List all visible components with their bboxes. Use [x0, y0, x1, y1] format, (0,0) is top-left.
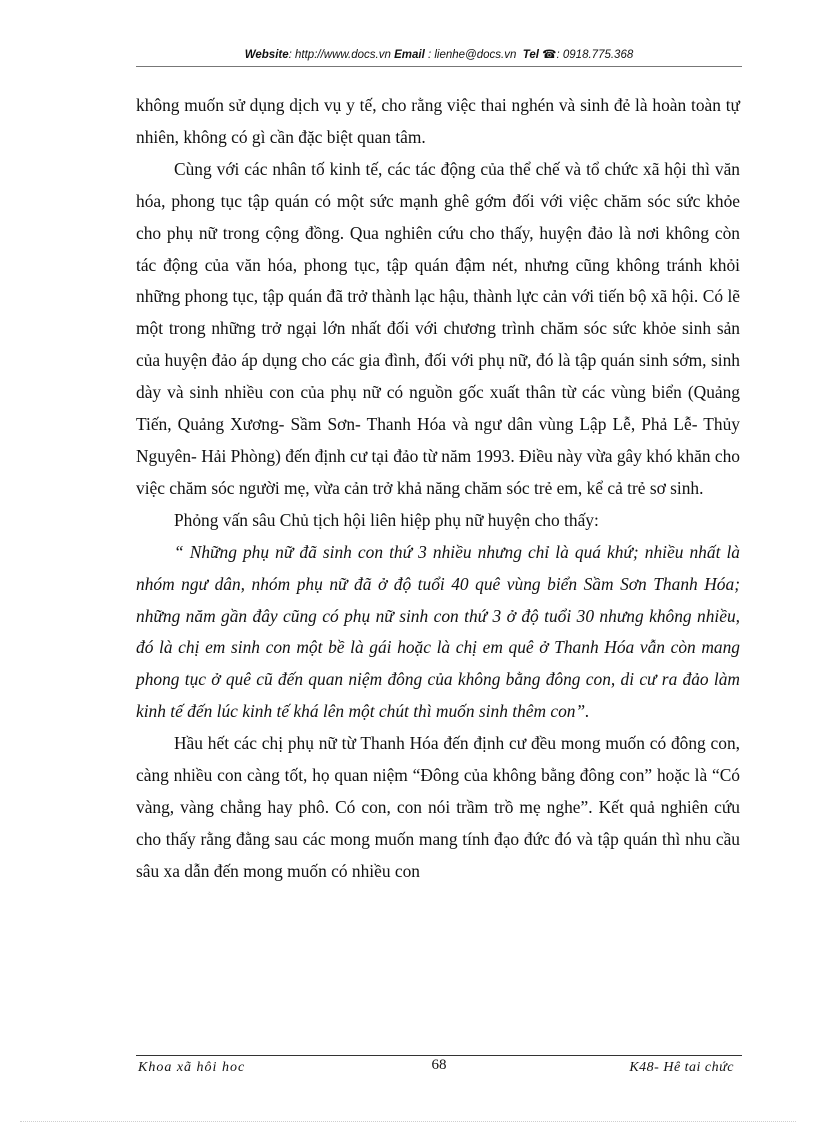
telephone-icon: ☎: [542, 49, 557, 61]
footer-divider: [136, 1055, 742, 1056]
document-body: [136, 90, 740, 888]
footer-class: K48- Hê tai chức: [629, 1060, 734, 1075]
website-label: Website: [244, 49, 289, 61]
page-bottom-border: [20, 1121, 796, 1122]
tel-value: : 0918.775.368: [556, 49, 634, 61]
tel-label: Tel: [522, 49, 539, 61]
page-header: [136, 47, 742, 61]
website-value[interactable]: : http://www.docs.vn: [288, 49, 391, 61]
header-divider: [136, 66, 742, 67]
interview-quote: “ Những phụ nữ đã sinh con thứ 3 nhiều nhưng chỉ là quá khứ; nhiều nhất là nhóm ngư dân, nhóm phụ nữ đã ở độ tuổi 40 quê vùng biển Sầm Sơn Thanh Hóa; những năm gần đây cũng có phụ nữ sinh con thứ 3 ở độ tuổi 30 nhưng không nhiều, đó là chị em sinh con một bề là gái hoặc là chị em quê ở Thanh Hóa vẫn còn mang phong tục ở quê cũ đến quan niệm đông của không bằng đông con, di cư ra đảo làm kinh tế đến lúc kinh tế khá lên một chút thì muốn sinh thêm con”.: [136, 541, 740, 722]
paragraph-continuation: không muốn sử dụng dịch vụ y tế, cho rằng việc thai nghén và sinh đẻ là hoàn toàn tự nhiên, không có gì cần đặc biệt quan tâm.: [136, 95, 740, 147]
page-footer: [136, 1057, 742, 1080]
page-number: 68: [431, 1057, 447, 1073]
paragraph-conclusion: Hầu hết các chị phụ nữ từ Thanh Hóa đến định cư đều mong muốn có đông con, càng nhiều con càng tốt, họ quan niệm “Đông của không bằng đông con” hoặc là “Có vàng, vàng chẳng hay phô. Có con, con nói trầm trồ mẹ nghe”. Kết quả nghiên cứu cho thấy rằng đằng sau các mong muốn mang tính đạo đức đó và tập quán thì nhu cầu sâu xa dẫn đến mong muốn có nhiều con: [136, 733, 740, 881]
footer-department: Khoa xã hôi hoc: [138, 1060, 246, 1075]
paragraph-culture: Cùng với các nhân tố kinh tế, các tác động của thể chế và tổ chức xã hội thì văn hóa, phong tục tập quán có một sức mạnh ghê gớm đối với việc chăm sóc sức khỏe cho phụ nữ trong cộng đồng. Qua nghiên cứu cho thấy, huyện đảo là nơi không còn tác động của văn hóa, phong tục, tập quán đậm nét, nhưng cũng không tránh khỏi những phong tục, tập quán đã trở thành lạc hậu, thành lực cản với tiến bộ xã hội. Có lẽ một trong những trở ngại lớn nhất đối với chương trình chăm sóc sức khỏe sinh sản của huyện đảo áp dụng cho các gia đình, đối với phụ nữ, đó là tập quán sinh sớm, sinh dày và sinh nhiều con của phụ nữ có nguồn gốc xuất thân từ các vùng biển (Quảng Tiến, Quảng Xương- Sầm Sơn- Thanh Hóa và ngư dân vùng Lập Lễ, Phả Lễ- Thủy Nguyên- Hải Phòng) đến định cư tại đảo từ năm 1993. Điều này vừa gây khó khăn cho việc chăm sóc người mẹ, vừa cản trở khả năng chăm sóc trẻ em, kể cả trẻ sơ sinh.: [136, 158, 740, 498]
email-label: Email: [394, 49, 425, 61]
paragraph-interview-intro: Phỏng vấn sâu Chủ tịch hội liên hiệp phụ nữ huyện cho thấy:: [174, 509, 599, 530]
email-value[interactable]: : lienhe@docs.vn: [424, 49, 517, 61]
